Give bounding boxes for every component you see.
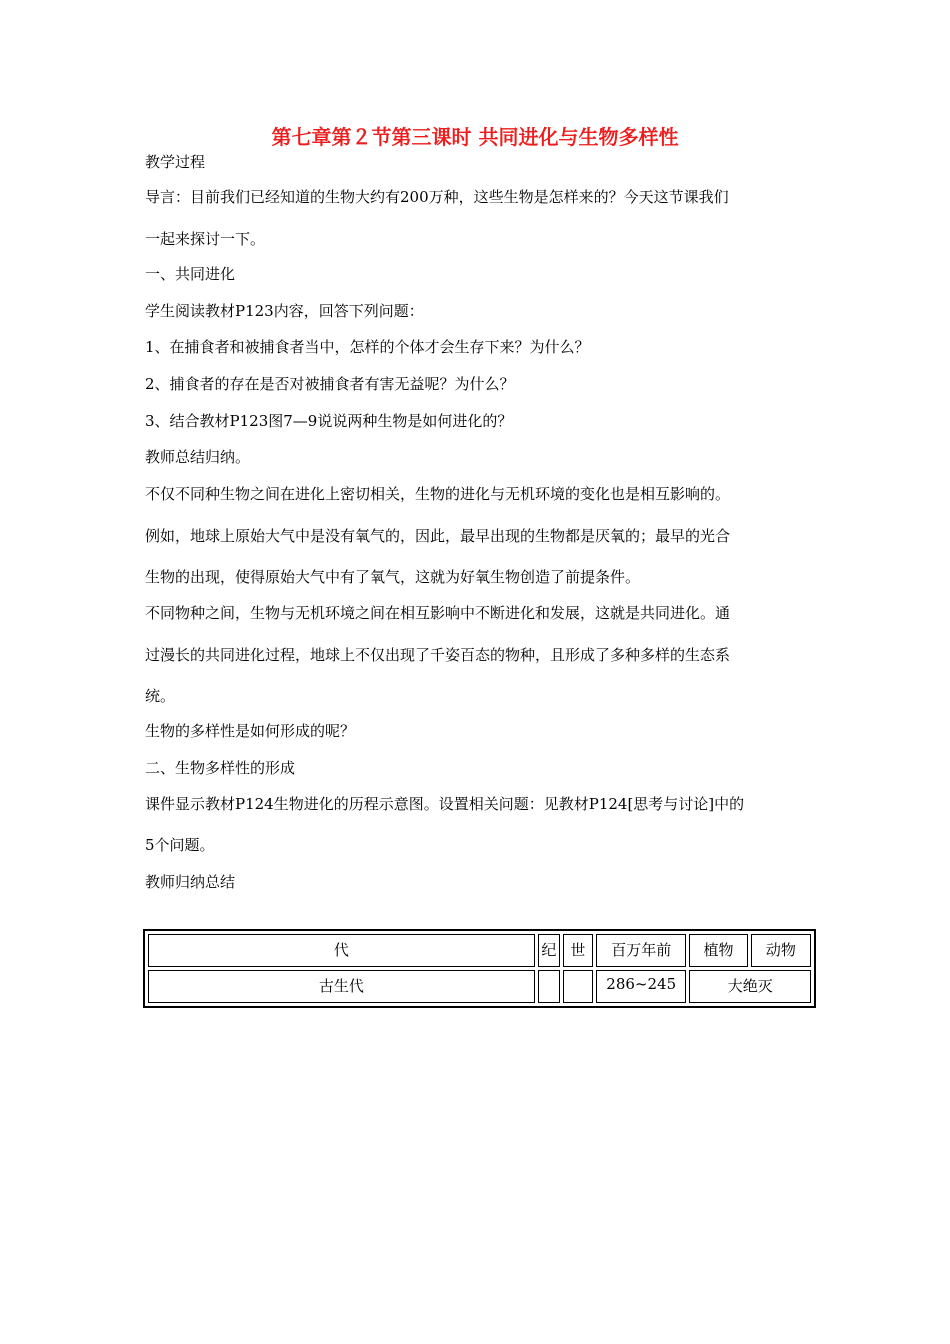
paragraph-intro-line1: 导言：目前我们已经知道的生物大约有200万种，这些生物是怎样来的？今天这节课我们 [145,188,729,206]
table-header-row [148,934,811,967]
paragraph-reading-task: 学生阅读教材P123内容，回答下列问题： [145,302,424,320]
header-epoch: 世 [563,934,593,967]
document-title: 第七章第２节第三课时 共同进化与生物多样性 [271,125,679,149]
cell-era: 古生代 [148,970,535,1003]
header-era: 代 [148,934,535,967]
paragraph-courseware-line2: 5个问题。 [145,836,215,854]
header-period: 纪 [538,934,560,967]
cell-million-years-ago: 286~245 [596,970,686,1003]
paragraph-intro-line2: 一起来探讨一下。 [145,230,266,248]
cell-epoch [563,970,593,1003]
header-animals: 动物 [751,934,811,967]
header-million-years-ago: 百万年前 [596,934,686,967]
cell-extinction-event: 大绝灭 [689,970,811,1003]
paragraph-coevolution-def-line1: 不同物种之间，生物与无机环境之间在相互影响中不断进化和发展，这就是共同进化。通 [145,604,731,622]
question-2: 2、捕食者的存在是否对被捕食者有害无益呢？为什么？ [145,375,515,393]
cell-period [538,970,560,1003]
paragraph-teacher-summary: 教师总结归纳。 [145,448,251,466]
paragraph-teaching-process: 教学过程 [145,153,206,171]
table-row [148,970,811,1003]
paragraph-courseware-line1: 课件显示教材P124生物进化的历程示意图。设置相关问题：见教材P124[思考与讨论]中的 [145,795,745,813]
paragraph-coevolution-def-line2: 过漫长的共同进化过程，地球上不仅出现了千姿百态的物种，且形成了多种多样的生态系 [145,646,731,664]
paragraph-evolution-env-line1: 不仅不同种生物之间在进化上密切相关，生物的进化与无机环境的变化也是相互影响的。 [145,485,731,503]
paragraph-teacher-conclusion: 教师归纳总结 [145,873,236,891]
question-3: 3、结合教材P123图7—9说说两种生物是如何进化的？ [145,412,513,430]
heading-coevolution: 一、共同进化 [145,265,236,283]
question-1: 1、在捕食者和被捕食者当中，怎样的个体才会生存下来？为什么？ [145,338,590,356]
header-plants: 植物 [689,934,747,967]
paragraph-coevolution-def-line3: 统。 [145,687,176,705]
paragraph-evolution-env-line2: 例如，地球上原始大气中是没有氧气的，因此，最早出现的生物都是厌氧的；最早的光合 [145,527,731,545]
paragraph-diversity-question: 生物的多样性是如何形成的呢？ [145,722,356,740]
paragraph-evolution-env-line3: 生物的出现，使得原始大气中有了氧气，这就为好氧生物创造了前提条件。 [145,568,641,586]
geologic-era-table [143,929,816,1008]
heading-diversity-formation: 二、生物多样性的形成 [145,759,296,777]
